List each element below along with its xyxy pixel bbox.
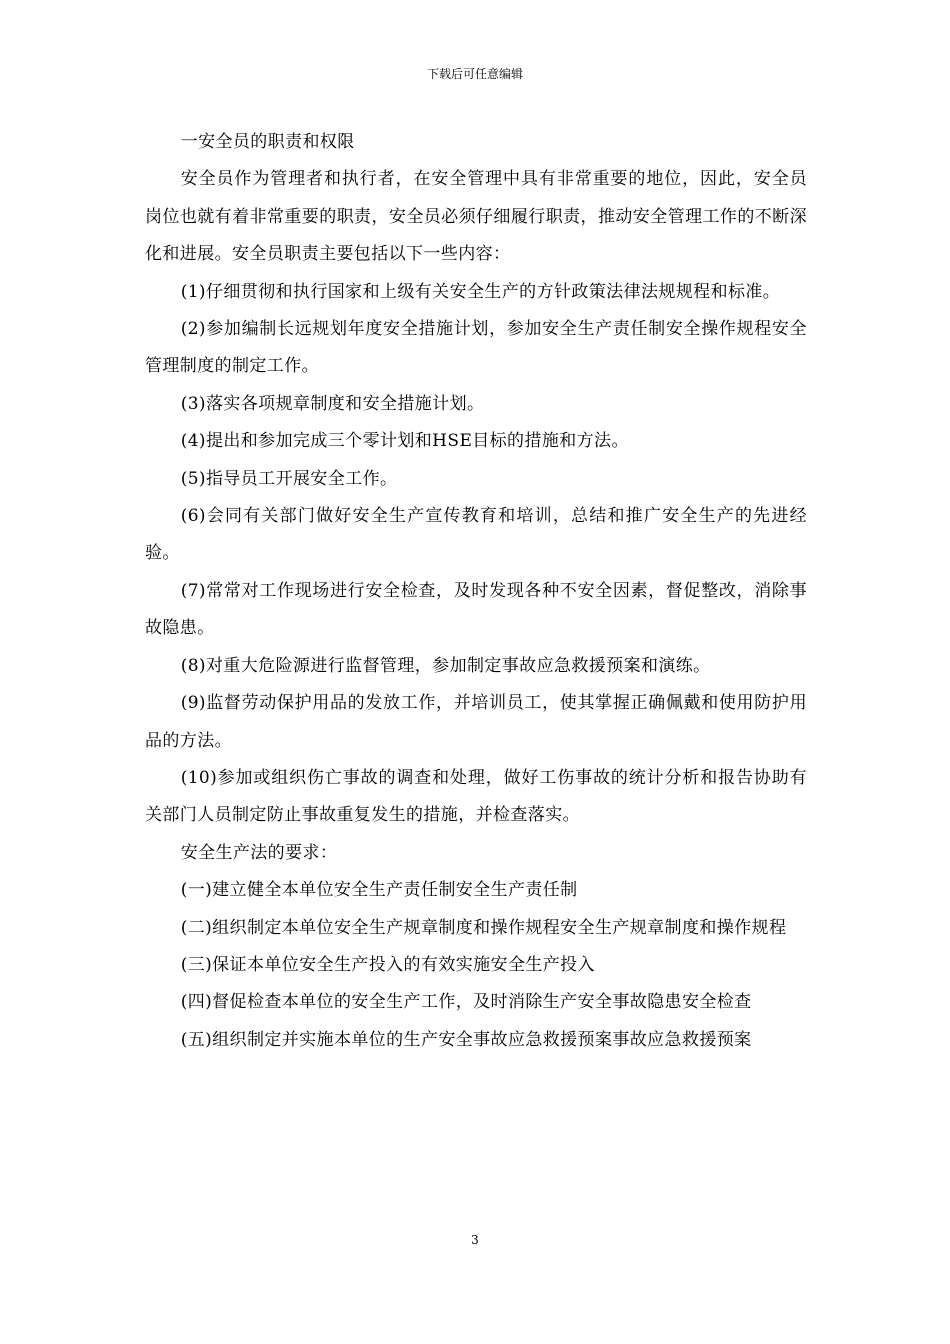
law-requirements-heading: 安全生产法的要求：	[180, 842, 338, 863]
duty-item-8: (8)对重大危险源进行监督管理，参加制定事故应急救援预案和演练。	[180, 655, 711, 676]
duty-item-6: (6)会同有关部门做好安全生产宣传教育和培训，总结和推广安全生产的先进经验。	[145, 506, 807, 564]
duty-item-9: (9)监督劳动保护用品的发放工作，并培训员工，使其掌握正确佩戴和使用防护用品的方法。	[145, 693, 807, 751]
duty-item-5: (5)指导员工开展安全工作。	[180, 468, 398, 489]
law-item-2: (二)组织制定本单位安全生产规章制度和操作规程安全生产规章制度和操作规程	[180, 917, 787, 938]
duty-item-1: (1)仔细贯彻和执行国家和上级有关安全生产的方针政策法律法规规程和标准。	[180, 281, 781, 302]
page-number: 3	[471, 1233, 479, 1247]
duty-item-7: (7)常常对工作现场进行安全检查，及时发现各种不安全因素，督促整改，消除事故隐患。	[145, 580, 807, 639]
document-body	[145, 124, 807, 1059]
duty-item-3: (3)落实各项规章制度和安全措施计划。	[180, 393, 485, 414]
law-item-5: (五)组织制定并实施本单位的生产安全事故应急救援预案事故应急救援预案	[180, 1029, 752, 1050]
law-item-4: (四)督促检查本单位的安全生产工作，及时消除生产安全事故隐患安全检查	[180, 992, 752, 1013]
section-heading: 一安全员的职责和权限	[180, 132, 355, 152]
duty-item-4: (4)提出和参加完成三个零计划和HSE目标的措施和方法。	[180, 431, 629, 452]
law-item-3: (三)保证本单位安全生产投入的有效实施安全生产投入	[180, 954, 595, 975]
page-header: 下载后可任意编辑	[426, 67, 523, 81]
duty-item-2: (2)参加编制长远规划年度安全措施计划，参加安全生产责任制安全操作规程安全管理制度的制定工作。	[145, 319, 807, 377]
duty-item-10: (10)参加或组织伤亡事故的调查和处理，做好工伤事故的统计分析和报告协助有关部门人员制定防止事故重复发生的措施，并检查落实。	[145, 767, 807, 826]
intro-paragraph: 安全员作为管理者和执行者，在安全管理中具有非常重要的地位，因此，安全员岗位也就有着非常重要的职责，安全员必须仔细履行职责，推动安全管理工作的不断深化和进展。安全员职责主要包括以下一些内容：	[145, 169, 807, 265]
law-item-1: (一)建立健全本单位安全生产责任制安全生产责任制	[180, 880, 578, 901]
